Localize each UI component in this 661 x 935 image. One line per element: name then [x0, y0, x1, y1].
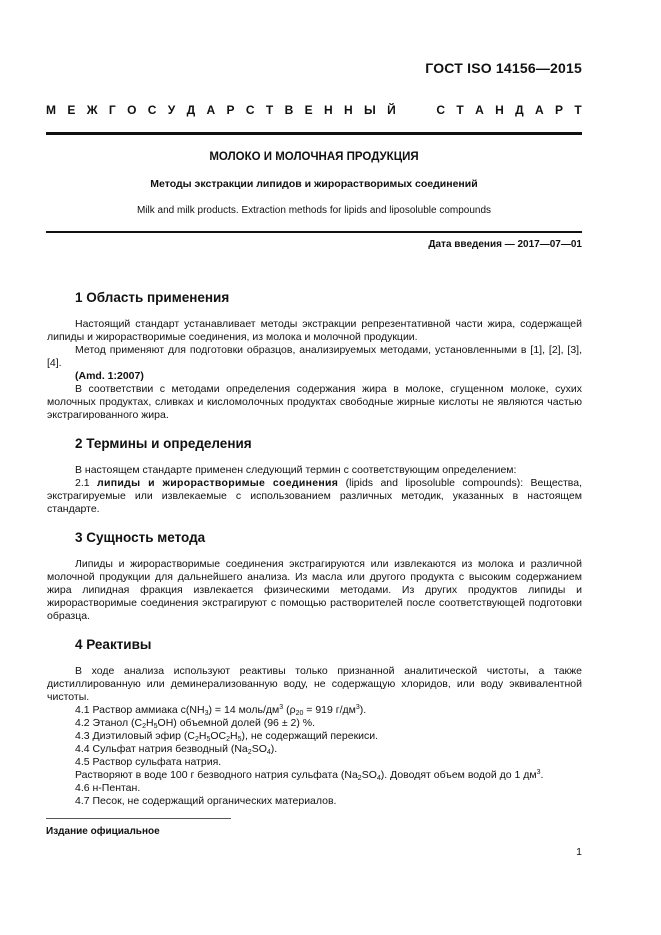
title-english: Milk and milk products. Extraction methods for lipids and liposoluble compounds — [136, 205, 492, 216]
banner-letter: Ы — [363, 103, 376, 117]
banner-letter: Е — [67, 103, 76, 117]
banner-letter: Т — [456, 103, 464, 117]
document-body — [47, 290, 583, 821]
banner-letter: А — [535, 103, 544, 117]
document-code: ГОСТ ISO 14156—2015 — [425, 60, 582, 76]
term-name: липиды и жирорастворимые соединения — [97, 477, 339, 489]
paragraph: Настоящий стандарт устанавливает методы экстракции репрезентативной части жира, содержащей липиды и жирорастворимые соединения, из молока и молочной продукции. — [47, 318, 582, 343]
banner-letter: У — [167, 103, 176, 117]
paragraph: В ходе анализа используют реактивы только признанной аналитической чистоты, а также дистиллированную или деминерализованную воду, не содержащую хлоридов, или воду эквивалентной чистоты. — [47, 665, 582, 703]
banner-letter: Д — [515, 103, 524, 117]
banner-letter: Т — [265, 103, 274, 117]
term-text: (lipids and liposoluble compounds): Вещества, экстрагируемые или извлекаемые с использованием различных методик, указанных в настоящем стандарте. — [47, 477, 583, 515]
section-principle — [47, 530, 582, 623]
reagent-item: 4.2 Этанол $(C_2H_5OH)$ объемной долей (96 ± 2) %. — [75, 717, 316, 730]
reagent-item: 4.1 Раствор аммиака $c(NH_3) = 14$ моль/$дм^3$ ($\rho_{20} = 919$ $г/дм^3$). — [75, 704, 367, 717]
banner-letter: С — [436, 103, 446, 117]
paragraph: Метод применяют для подготовки образцов, анализируемых методами, установленными в [1], [2], [3], [4]. — [47, 344, 582, 369]
banner-letter: Н — [495, 103, 504, 117]
header-rule-top — [46, 132, 582, 135]
banner-letter: О — [127, 103, 137, 117]
banner-letter: В — [284, 103, 294, 117]
reagent-item: 4.4 Сульфат натрия безводный $(Na_2SO_4)$. — [75, 743, 278, 756]
banner-letter: Г — [108, 103, 116, 117]
section-heading: 4 Реактивы — [75, 637, 152, 652]
section-scope — [47, 290, 582, 422]
section-reagents — [47, 637, 582, 808]
reagent-item: 4.5 Раствор сульфата натрия. — [75, 756, 222, 768]
banner-letter: Ж — [86, 103, 98, 117]
term-definition — [47, 477, 582, 516]
banner-letter: Н — [323, 103, 333, 117]
section-terms — [47, 436, 583, 516]
reagent-item: Растворяют в воде 100 г безводного натрия сульфата $(Na_2SO_4)$. Доводят объем водой до 1 $дм^3$. — [75, 769, 544, 782]
section-heading: 3 Сущность метода — [75, 530, 206, 545]
banner-letter: Д — [186, 103, 196, 117]
paragraph: В соответствии с методами определения содержания жира в молоке, сгущенном молоке, сухих молочных продуктах, сливках и кисломолочных продуктах свободные жирные кислоты не являются частью экстрагированного жира. — [47, 383, 582, 421]
term-number: 2.1 — [75, 477, 98, 489]
banner-letter: А — [475, 103, 484, 117]
amendment-note: (Amd. 1:2007) — [75, 370, 144, 382]
reagent-item: 4.6 н-Пентан. — [75, 782, 141, 794]
banner-letter: Е — [304, 103, 313, 117]
page-number: 1 — [576, 846, 582, 858]
banner-letter: С — [147, 103, 157, 117]
banner-letter: Н — [343, 103, 353, 117]
reagent-item: 4.7 Песок, не содержащий органических материалов. — [75, 795, 337, 807]
banner-letter: Т — [574, 103, 582, 117]
interstate-standard-banner — [46, 103, 582, 117]
title-sub: Методы экстракции липидов и жирорастворимых соединений — [150, 178, 478, 190]
reagent-item: 4.3 Диэтиловый эфир $(C_2H_5OC_2H_5)$, не содержащий перекиси. — [75, 730, 379, 743]
banner-letter: Р — [555, 103, 564, 117]
banner-letter: М — [46, 103, 56, 117]
introduction-date: Дата введения — 2017—07—01 — [428, 239, 582, 250]
footer-rule — [46, 818, 231, 819]
paragraph: Липиды и жирорастворимые соединения экстрагируются или извлекаются из молока и различной молочной продукции для дальнейшего анализа. Из масла или другого продукта с высоким содержанием жира липидная фракция извлекается физическими методами. Из других продуктов липиды и жирорастворимые соединения экстрагируют с помощью растворителей после соответствующей подготовки образца. — [47, 558, 582, 622]
section-heading: 1 Область применения — [75, 290, 230, 305]
banner-letter: Й — [387, 103, 396, 117]
section-heading: 2 Термины и определения — [75, 436, 252, 451]
edition-label: Издание официальное — [46, 826, 160, 837]
banner-letter: С — [245, 103, 255, 117]
banner-letter: А — [206, 103, 216, 117]
header-rule-bottom — [46, 231, 582, 233]
title-main: МОЛОКО И МОЛОЧНАЯ ПРОДУКЦИЯ — [209, 151, 419, 163]
banner-letter: Р — [226, 103, 235, 117]
banner-gap — [407, 103, 425, 117]
paragraph: В настоящем стандарте применен следующий термин с соответствующим определением: — [75, 464, 517, 476]
